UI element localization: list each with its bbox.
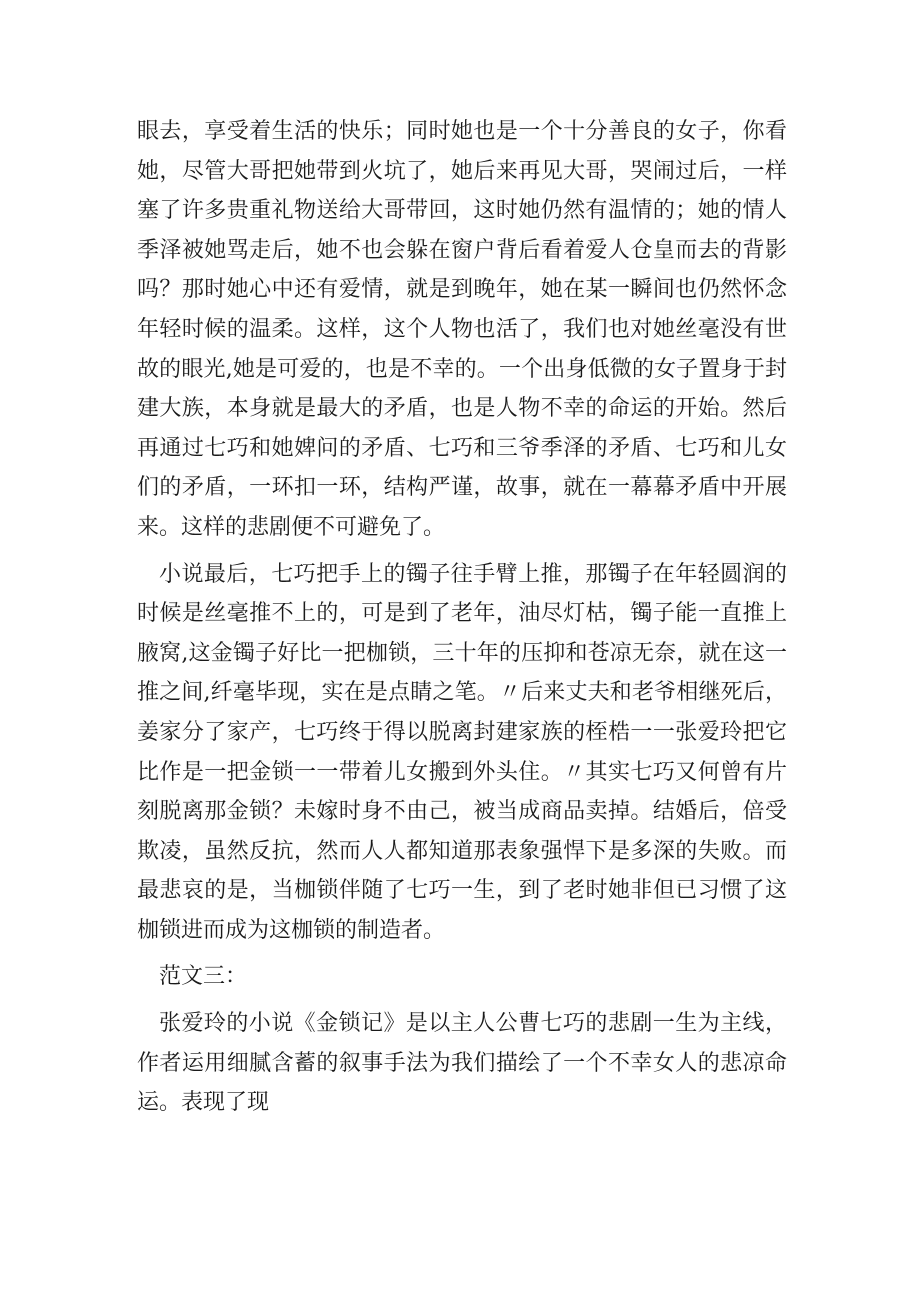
section-heading-sample-three: 范文三： [159, 964, 248, 990]
paragraph-sample-three-intro: 张爱玲的小说《金锁记》是以主人公曹七巧的悲剧一生为主线，作者运用细腻含蓄的叙事手法为我们描绘了一个不幸女人的悲凉命运。表现了现 [137, 1011, 787, 1116]
document-body [137, 112, 787, 1130]
paragraph-novel-ending: 小说最后，七巧把手上的镯子往手臂上推，那镯子在年轻圆润的时候是丝毫推不上的，可是到了老年，油尽灯枯，镯子能一直推上腋窝,这金镯子好比一把枷锁，三十年的压抑和苍凉无奈，就在这一推之间,纤毫毕现，实在是点睛之笔。〃后来丈夫和老爷相继死后，姜家分了家产，七巧终于得以脱离封建家族的桎梏一一张爱玲把它比作是一把金锁一一带着儿女搬到外头住。〃其实七巧又何曾有片刻脱离那金锁？未嫁时身不由己，被当成商品卖掉。结婚后，倍受欺凌，虽然反抗，然而人人都知道那表象强悍下是多深的失败。而最悲哀的是，当枷锁伴随了七巧一生，到了老时她非但已习惯了这枷锁进而成为这枷锁的制造者。 [137, 561, 787, 943]
paragraph-continued: 眼去，享受着生活的快乐；同时她也是一个十分善良的女子，你看她，尽管大哥把她带到火坑了，她后来再见大哥，哭闹过后，一样塞了许多贵重礼物送给大哥带回，这时她仍然有温情的；她的情人季泽被她骂走后，她不也会躲在窗户背后看着爱人仓皇而去的背影吗？那时她心中还有爱情，就是到晚年，她在某一瞬间也仍然怀念年轻时候的温柔。这样，这个人物也活了，我们也对她丝毫没有世故的眼光,她是可爱的，也是不幸的。一个出身低微的女子置身于封建大族，本身就是最大的矛盾，也是人物不幸的命运的开始。然后再通过七巧和她婢问的矛盾、七巧和三爷季泽的矛盾、七巧和儿女们的矛盾，一环扣一环，结构严谨，故事，就在一幕幕矛盾中开展来。这样的悲剧便不可避免了。 [137, 119, 787, 540]
